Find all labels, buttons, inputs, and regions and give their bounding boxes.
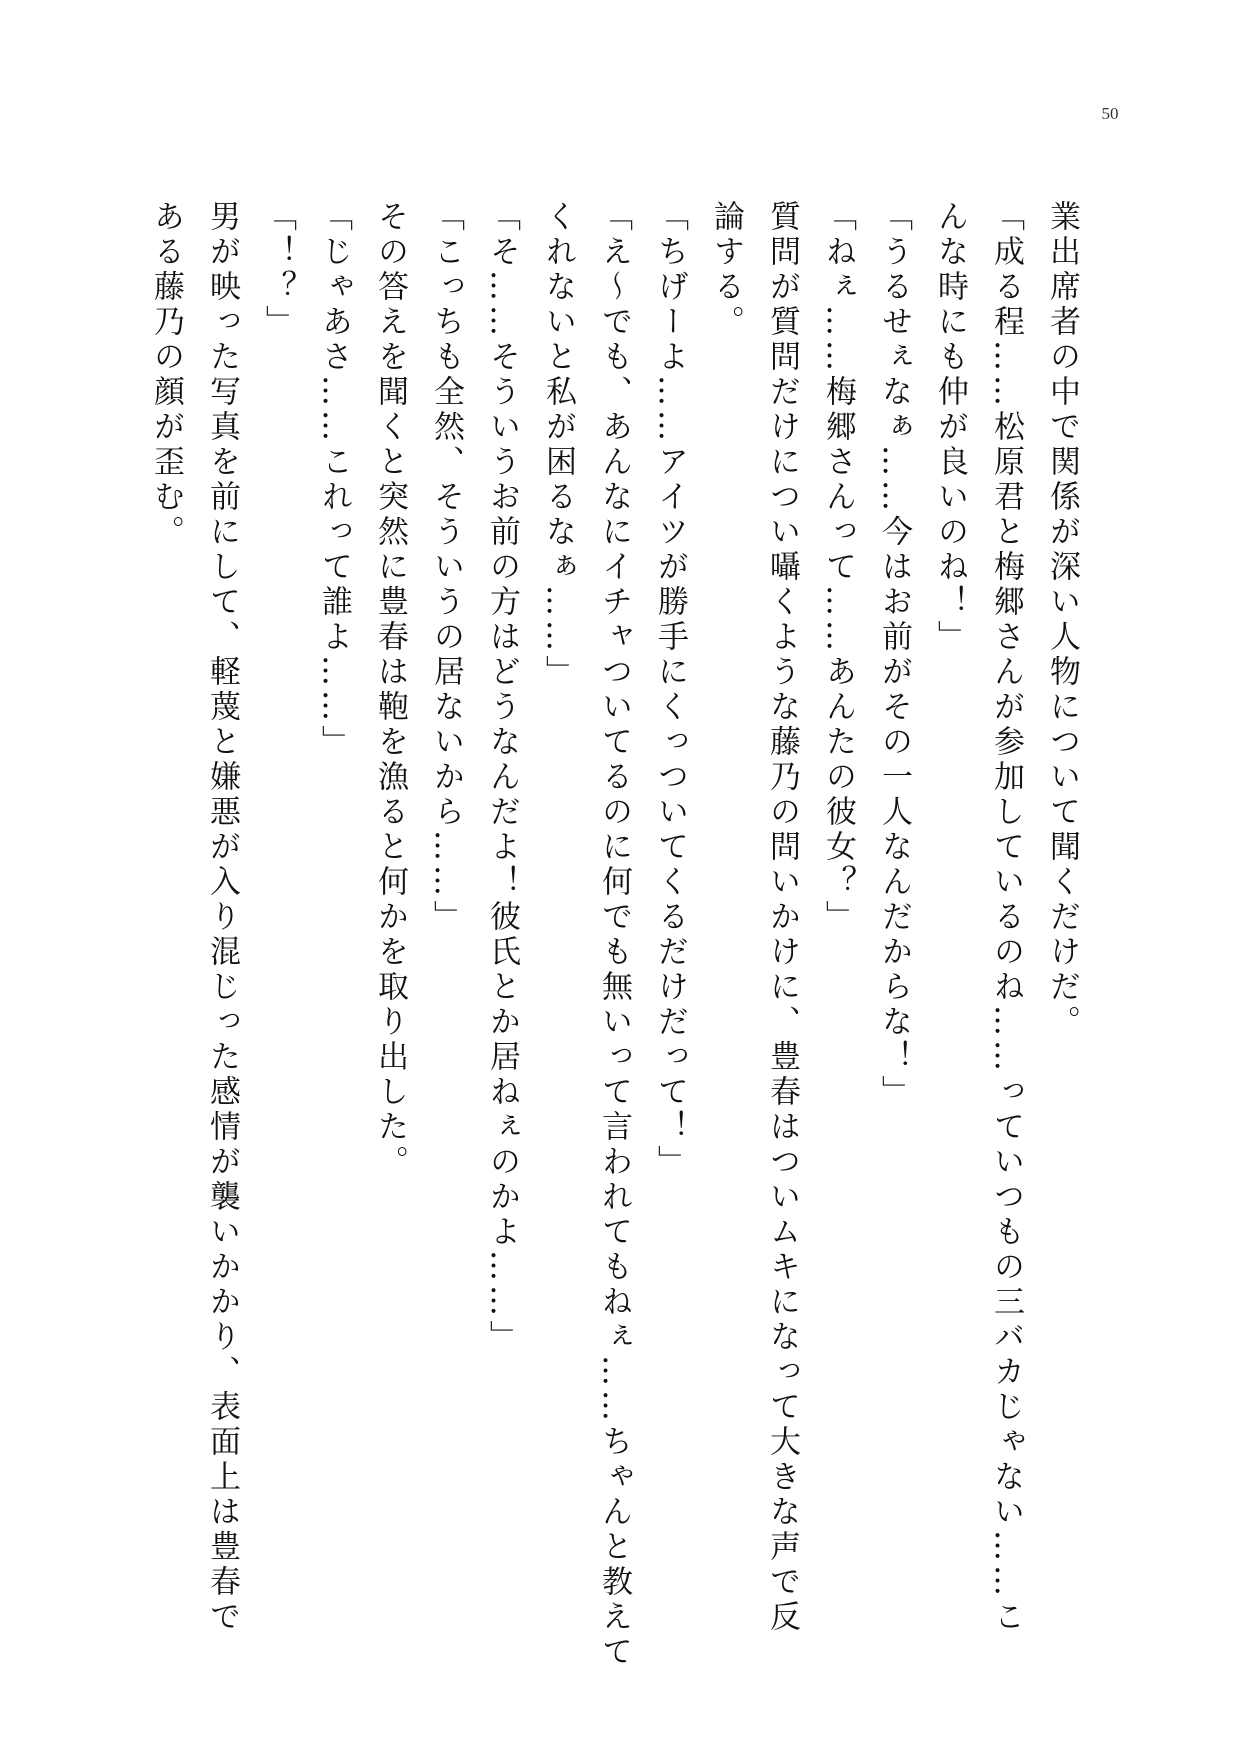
text-line: 「！？」 xyxy=(260,200,296,340)
text-line: 質問が質問だけについ囁くような藤乃の問いかけに、豊春はついムキになって大きな声で反 xyxy=(764,200,800,1635)
text-line: 論する。 xyxy=(708,200,744,340)
text-line: 「じゃあさ……これって誰よ……」 xyxy=(316,200,352,760)
page-number: 50 xyxy=(1101,104,1119,123)
text-line: 男が映った写真を前にして、軽蔑と嫌悪が入り混じった感情が襲いかかり、表面上は豊春で xyxy=(204,200,240,1635)
text-line: 「え〜でも、あんなにイチャついてるのに何でも無いって言われてもねぇ……ちゃんと教えて xyxy=(596,200,632,1670)
text-line: 「うるせぇなぁ……今はお前がその一人なんだからな！」 xyxy=(876,200,912,1110)
text-line: 「そ……そういうお前の方はどうなんだよ！彼氏とか居ねぇのかよ……」 xyxy=(484,200,520,1355)
novel-text-body xyxy=(130,200,1090,1670)
text-line: くれないと私が困るなぁ……」 xyxy=(540,200,576,690)
text-line: 業出席者の中で関係が深い人物について聞くだけだ。 xyxy=(1044,200,1080,1040)
text-line: 「こっちも全然、そういうの居ないから……」 xyxy=(428,200,464,935)
text-line: その答えを聞くと突然に豊春は鞄を漁ると何かを取り出した。 xyxy=(372,200,408,1180)
text-line: 「ねぇ……梅郷さんって……あんたの彼女？」 xyxy=(820,200,856,935)
text-line: んな時にも仲が良いのね！」 xyxy=(932,200,968,655)
text-line: ある藤乃の顔が歪む。 xyxy=(148,200,184,550)
text-line: 「ちげーよ……アイツが勝手にくっついてくるだけだって！」 xyxy=(652,200,688,1180)
text-line: 「成る程……松原君と梅郷さんが参加しているのね……っていつもの三バカじゃない……こ xyxy=(988,200,1024,1635)
